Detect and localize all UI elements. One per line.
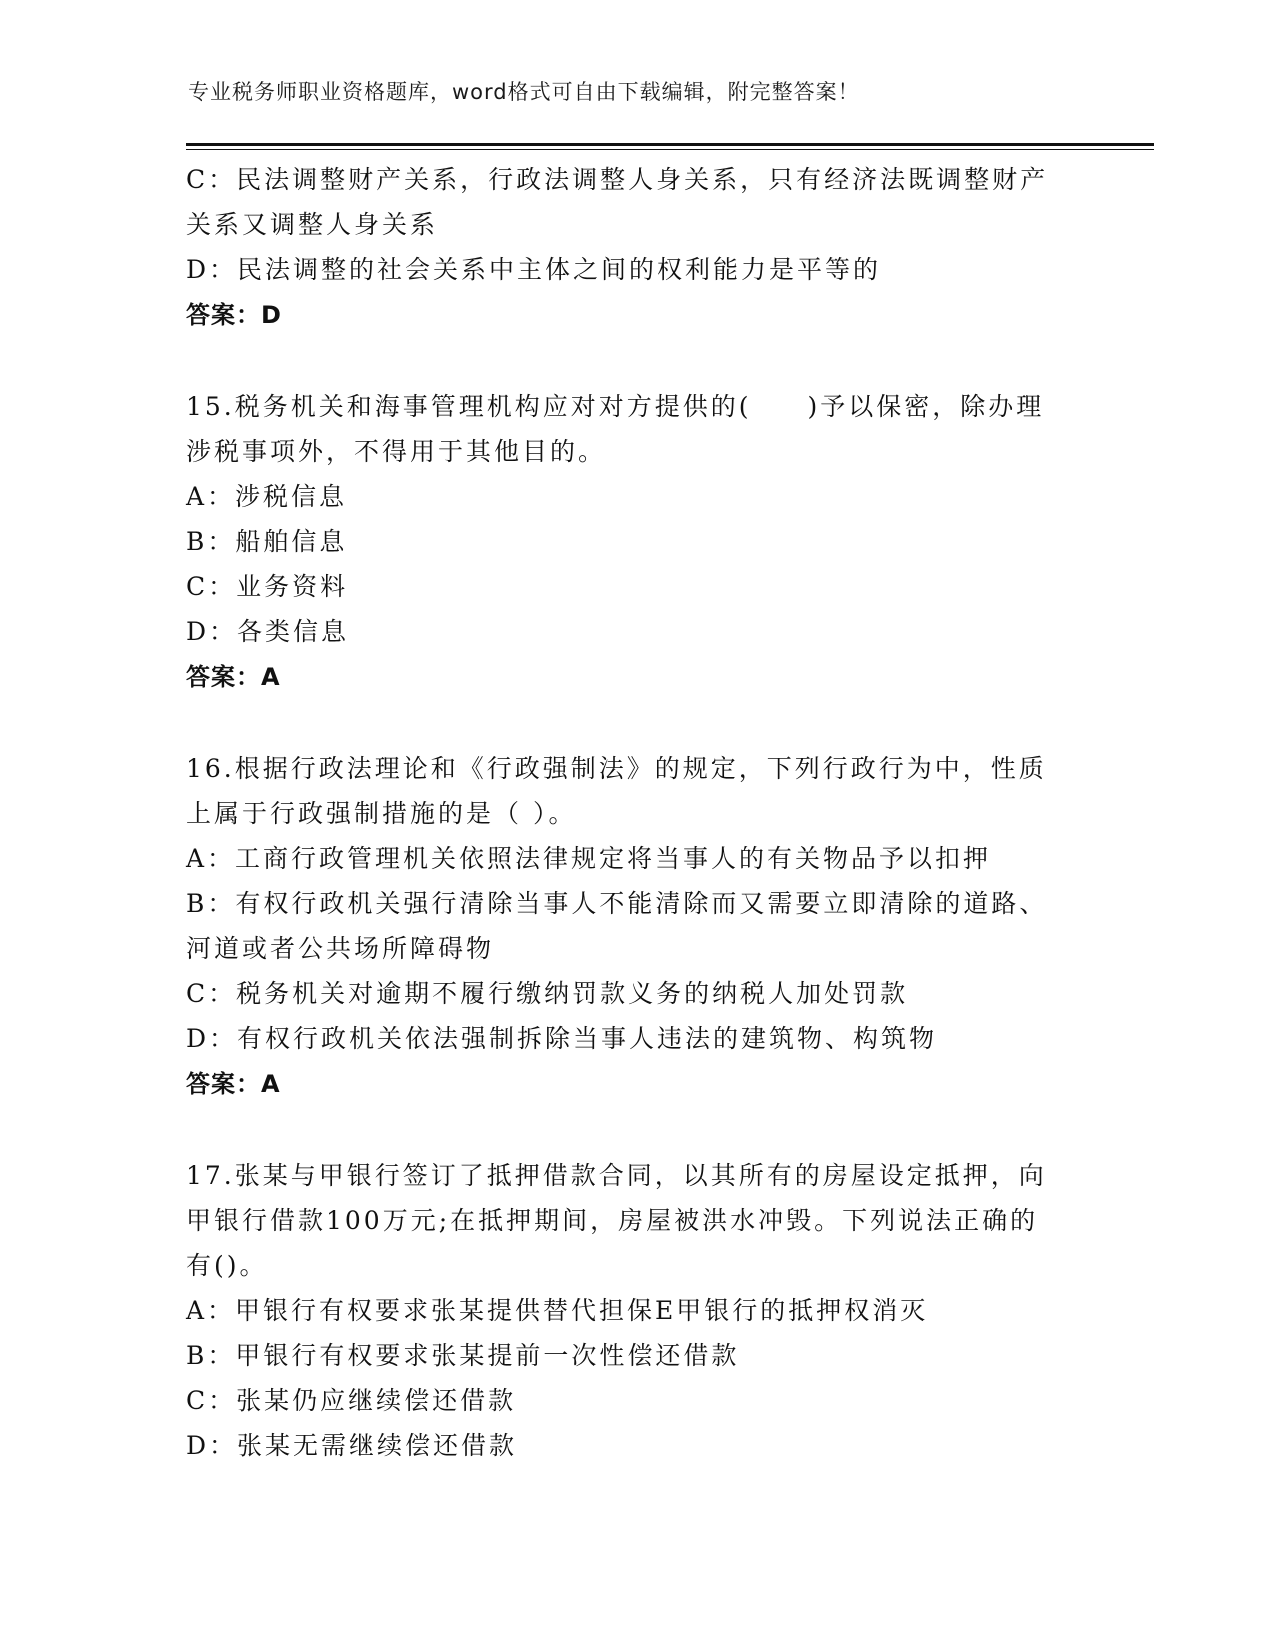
question-stem-continued: 涉税事项外，不得用于其他目的。 xyxy=(186,437,607,466)
answer: 答案：A xyxy=(186,1070,281,1098)
option-d: D：各类信息 xyxy=(186,617,350,646)
option-c: C：业务资料 xyxy=(186,572,349,601)
option-d: D：民法调整的社会关系中主体之间的权利能力是平等的 xyxy=(186,255,882,284)
option-d: D：有权行政机关依法强制拆除当事人违法的建筑物、构筑物 xyxy=(186,1024,938,1053)
option-c: C：张某仍应继续偿还借款 xyxy=(186,1386,517,1415)
option-b: B：船舶信息 xyxy=(186,527,348,556)
answer: 答案：A xyxy=(186,663,281,691)
option-c-continued: 关系又调整人身关系 xyxy=(186,210,439,239)
question-stem-continued: 上属于行政强制措施的是（ ）。 xyxy=(186,799,577,828)
question-14-tail xyxy=(186,157,1086,338)
question-stem-continued: 甲银行借款100万元;在抵押期间，房屋被洪水冲毁。下列说法正确的 xyxy=(186,1206,1039,1235)
question-stem: 17.张某与甲银行签订了抵押借款合同，以其所有的房屋设定抵押，向 xyxy=(186,1161,1047,1190)
question-content xyxy=(186,157,1086,1468)
answer: 答案：D xyxy=(186,301,282,329)
option-a: A：工商行政管理机关依照法律规定将当事人的有关物品予以扣押 xyxy=(186,844,992,873)
question-stem: 15.税务机关和海事管理机构应对对方提供的( )予以保密，除办理 xyxy=(186,392,1045,421)
question-17 xyxy=(186,1153,1086,1468)
question-16 xyxy=(186,746,1086,1107)
option-b: B：有权行政机关强行清除当事人不能清除而又需要立即清除的道路、 xyxy=(186,889,1048,918)
question-stem: 16.根据行政法理论和《行政强制法》的规定，下列行政行为中，性质 xyxy=(186,754,1047,783)
option-c: C：民法调整财产关系，行政法调整人身关系，只有经济法既调整财产 xyxy=(186,165,1049,194)
page-header: 专业税务师职业资格题库，word格式可自由下载编辑，附完整答案！ xyxy=(188,80,860,104)
option-a: A：甲银行有权要求张某提供替代担保E甲银行的抵押权消灭 xyxy=(186,1296,929,1325)
option-d: D：张某无需继续偿还借款 xyxy=(186,1431,518,1460)
option-c: C：税务机关对逾期不履行缴纳罚款义务的纳税人加处罚款 xyxy=(186,979,909,1008)
option-b: B：甲银行有权要求张某提前一次性偿还借款 xyxy=(186,1341,740,1370)
option-a: A：涉税信息 xyxy=(186,482,348,511)
option-b-continued: 河道或者公共场所障碍物 xyxy=(186,934,495,963)
question-stem-continued-2: 有()。 xyxy=(186,1251,268,1280)
header-rule-thick xyxy=(186,143,1154,146)
header-rule-thin xyxy=(186,149,1154,150)
question-15 xyxy=(186,384,1086,700)
